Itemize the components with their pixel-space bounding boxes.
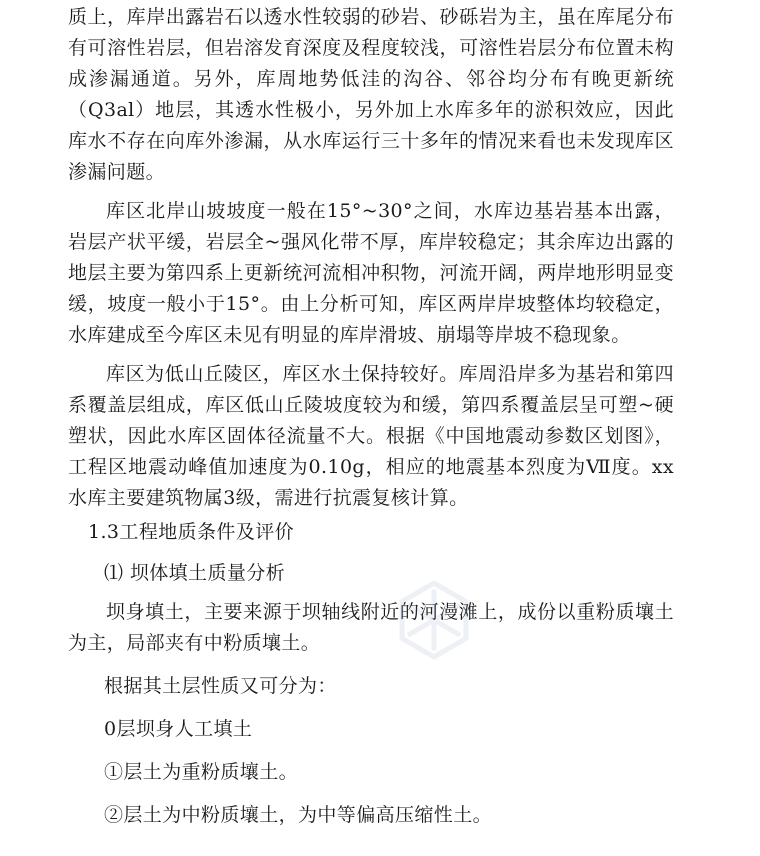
spacer <box>0 659 760 669</box>
section-heading: 1.3工程地质条件及评价 <box>88 521 295 543</box>
list-line-layer-1: ①层土为重粉质壤土。 <box>104 761 299 783</box>
paragraph-fill-source: 坝身填土，主要来源于坝轴线附近的河漫滩上，成份以重粉质壤土为主，局部夹有中粉质壤土。 <box>68 601 674 654</box>
paragraph-seepage: 质上，库岸出露岩石以透水性较弱的砂岩、砂砾岩为主，虽在库尾分布有可溶性岩层，但岩溶发育深度及程度较浅，可溶性岩层分布位置未构成渗漏通道。另外，库周地势低洼的沟谷、邻谷均分布有晚更新统（Q3al）地层，其透水性极小，另外加上水库多年的淤积效应，因此库水不存在向库外渗漏，从水库运行三十多年的情况来看也未发现库区渗漏问题。 <box>68 6 674 183</box>
spacer <box>0 188 760 196</box>
subsection-heading: ⑴ 坝体填土质量分析 <box>104 562 286 584</box>
paragraph-seismic: 库区为低山丘陵区，库区水土保持较好。库周沿岸多为基岩和第四系覆盖层组成，库区低山丘陵坡度较为和缓，第四系覆盖层呈可塑~硬塑状，因此水库区固体径流量不大。根据《中国地震动参数区划图》，工程区地震动峰值加速度为0.10g，相应的地震基本烈度为Ⅶ度。xx水库主要建筑物属3级，需进行抗震复核计算。 <box>68 363 674 509</box>
paragraph-bank-stability: 库区北岸山坡坡度一般在15°~30°之间，水库边基岩基本出露，岩层产状平缓，岩层全~强风化带不厚，库岸较稳定；其余库边出露的地层主要为第四系上更新统河流相冲积物，河流开阔，两岸地形明显变缓，坡度一般小于15°。由上分析可知，库区两岸岸坡整体均较稳定，水库建成至今库区未见有明显的库岸滑坡、崩塌等岸坡不稳现象。 <box>68 200 674 346</box>
spacer <box>0 351 760 359</box>
spacer <box>0 788 760 798</box>
spacer <box>0 745 760 755</box>
list-line-intro: 根据其土层性质又可分为： <box>104 675 337 697</box>
spacer <box>0 589 760 597</box>
list-line-layer-0: 0层坝身人工填土 <box>104 718 253 740</box>
spacer <box>0 548 760 556</box>
spacer <box>0 702 760 712</box>
list-line-layer-2: ②层土为中粉质壤土，为中等偏高压缩性土。 <box>104 804 493 826</box>
